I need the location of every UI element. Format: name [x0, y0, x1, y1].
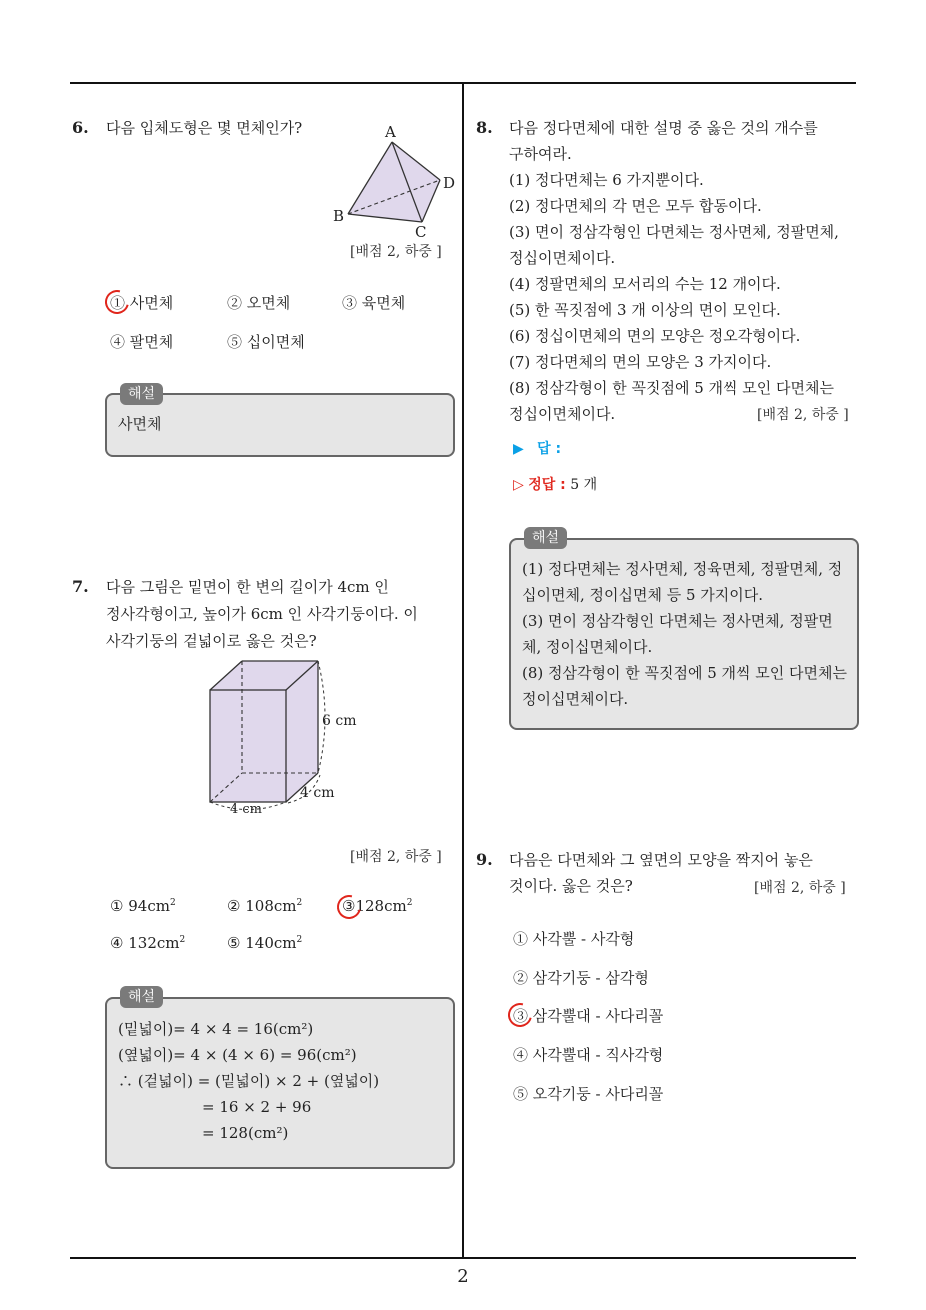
q7-option-num: ② — [227, 897, 241, 915]
q7-explain-tag: 해설 — [120, 986, 163, 1008]
q7-question-line: 사각기둥의 겉넓이로 옳은 것은? — [106, 632, 317, 650]
q7-option-num: ④ — [110, 934, 124, 952]
q8-question-line: (1) 정다면체는 6 가지뿐이다. — [509, 171, 704, 189]
q8-explain-line: 십이면체, 정이십면체 등 5 가지이다. — [522, 586, 764, 604]
q8-question-line: (4) 정팔면체의 모서리의 수는 12 개이다. — [509, 275, 781, 293]
q7-option-sup: 2 — [406, 898, 413, 908]
answer-mark-icon — [504, 999, 537, 1032]
q8-question-line: 정십이면체이다. — [509, 405, 616, 423]
q8-explain-line: (8) 정삼각형이 한 꼭짓점에 5 개씩 모인 다면체는 — [522, 664, 847, 682]
column-divider — [462, 82, 464, 1258]
q8-correct-row — [513, 474, 597, 494]
q6-number: 6. — [72, 118, 89, 137]
q6-explain-tag: 해설 — [120, 383, 163, 405]
q7-option-num: ① — [110, 897, 124, 915]
q8-explain-tag: 해설 — [524, 527, 567, 549]
q8-explain-line: (1) 정다면체는 정사면체, 정육면체, 정팔면체, 정 — [522, 560, 843, 578]
q7-option-value: 128cm — [355, 897, 407, 915]
q9-option-4[interactable]: ④ 사각뿔대 - 직사각형 — [513, 1046, 664, 1064]
q6-score: [배점 2, 하중 ] — [350, 244, 442, 260]
q8-answer-row — [513, 438, 561, 458]
q8-question-line: (5) 한 꼭짓점에 3 개 이상의 면이 모인다. — [509, 301, 781, 319]
q7-option-2[interactable] — [227, 897, 302, 915]
q7-option-num: ③ — [342, 897, 356, 915]
q8-question-line: 구하여라. — [509, 145, 572, 163]
q6-question: 다음 입체도형은 몇 면체인가? — [106, 119, 303, 137]
q7-explain-line: = 16 × 2 + 96 — [202, 1098, 312, 1116]
q7-option-sup: 2 — [296, 898, 303, 908]
page-number: 2 — [457, 1266, 469, 1287]
q9-option-5[interactable]: ⑤ 오각기둥 - 사다리꼴 — [513, 1085, 664, 1103]
bottom-rule — [70, 1257, 856, 1259]
q6-option-1[interactable]: ① 사면체 — [110, 294, 174, 312]
play-arrow-icon: ▶ — [513, 441, 524, 457]
q7-option-sup: 2 — [296, 935, 303, 945]
answer-mark-icon — [333, 891, 366, 924]
q7-label-depth: 4 cm — [300, 785, 335, 801]
q6-explain-line: 사면체 — [118, 415, 162, 433]
q7-option-4[interactable] — [110, 934, 185, 952]
q9-option-1[interactable]: ① 사각뿔 - 사각형 — [513, 930, 635, 948]
prism-figure — [200, 655, 360, 825]
q7-option-value: 94cm — [128, 897, 170, 915]
q8-question-line: (2) 정다면체의 각 면은 모두 합동이다. — [509, 197, 762, 215]
q7-explain-line: (옆넓이)= 4 × (4 × 6) = 96(cm²) — [118, 1046, 357, 1064]
q7-option-sup: 2 — [169, 898, 176, 908]
q7-question-line: 정사각형이고, 높이가 6cm 인 사각기둥이다. 이 — [106, 605, 418, 623]
q8-score: [배점 2, 하중 ] — [757, 407, 849, 423]
q7-explain-line: ∴ (겉넓이) = (밑넓이) × 2 + (옆넓이) — [118, 1072, 380, 1090]
q8-question-line: (6) 정십이면체의 면의 모양은 정오각형이다. — [509, 327, 801, 345]
q7-explain-line: (밑넓이)= 4 × 4 = 16(cm²) — [118, 1020, 314, 1038]
q7-option-value: 132cm — [128, 934, 180, 952]
outline-arrow-icon: ▷ — [513, 477, 524, 493]
q9-number: 9. — [476, 850, 493, 869]
correct-label: 정답 : — [528, 477, 566, 493]
q8-question-line: 정십이면체이다. — [509, 249, 616, 267]
q7-score: [배점 2, 하중 ] — [350, 849, 442, 865]
q7-option-value: 108cm — [245, 897, 297, 915]
q6-option-3[interactable]: ③ 육면체 — [342, 294, 406, 312]
q6-option-5[interactable]: ⑤ 십이면체 — [227, 333, 305, 351]
q9-question-line: 다음은 다면체와 그 옆면의 모양을 짝지어 놓은 — [509, 851, 813, 869]
q9-question-line: 것이다. 옳은 것은? — [509, 877, 633, 895]
q8-question-line: (8) 정삼각형이 한 꼭짓점에 5 개씩 모인 다면체는 — [509, 379, 834, 397]
correct-value: 5 개 — [570, 477, 598, 493]
q7-label-height: 6 cm — [322, 713, 357, 729]
q8-explain-line: 정이십면체이다. — [522, 690, 629, 708]
q7-option-sup: 2 — [179, 935, 186, 945]
q8-question-line: (3) 면이 정삼각형인 다면체는 정사면체, 정팔면체, — [509, 223, 839, 241]
answer-mark-icon — [101, 286, 134, 319]
q8-question-line: 다음 정다면체에 대한 설명 중 옳은 것의 개수를 — [509, 119, 818, 137]
q9-score: [배점 2, 하중 ] — [754, 880, 846, 896]
q6-label-c: C — [415, 223, 427, 241]
q6-label-a: A — [385, 123, 396, 141]
q9-option-3[interactable]: ③ 삼각뿔대 - 사다리꼴 — [513, 1007, 664, 1025]
q7-label-width: 4 cm — [230, 802, 263, 817]
q6-label-b: B — [333, 207, 345, 225]
q7-option-1[interactable] — [110, 897, 176, 915]
q7-number: 7. — [72, 577, 89, 596]
q7-option-value: 140cm — [245, 934, 297, 952]
answer-label: 답 : — [537, 441, 562, 457]
q7-question-line: 다음 그림은 밑면이 한 변의 길이가 4cm 인 — [106, 578, 389, 596]
q8-number: 8. — [476, 118, 493, 137]
q6-option-4[interactable]: ④ 팔면체 — [110, 333, 174, 351]
q7-explain-line: = 128(cm²) — [202, 1124, 289, 1142]
q6-option-2[interactable]: ② 오면체 — [227, 294, 291, 312]
q6-label-d: D — [443, 174, 456, 192]
q8-explain-line: 체, 정이십면체이다. — [522, 638, 653, 656]
q8-question-line: (7) 정다면체의 면의 모양은 3 가지이다. — [509, 353, 772, 371]
q7-option-5[interactable] — [227, 934, 302, 952]
q9-option-2[interactable]: ② 삼각기둥 - 삼각형 — [513, 969, 649, 987]
q7-option-num: ⑤ — [227, 934, 241, 952]
q8-explain-line: (3) 면이 정삼각형인 다면체는 정사면체, 정팔면 — [522, 612, 833, 630]
